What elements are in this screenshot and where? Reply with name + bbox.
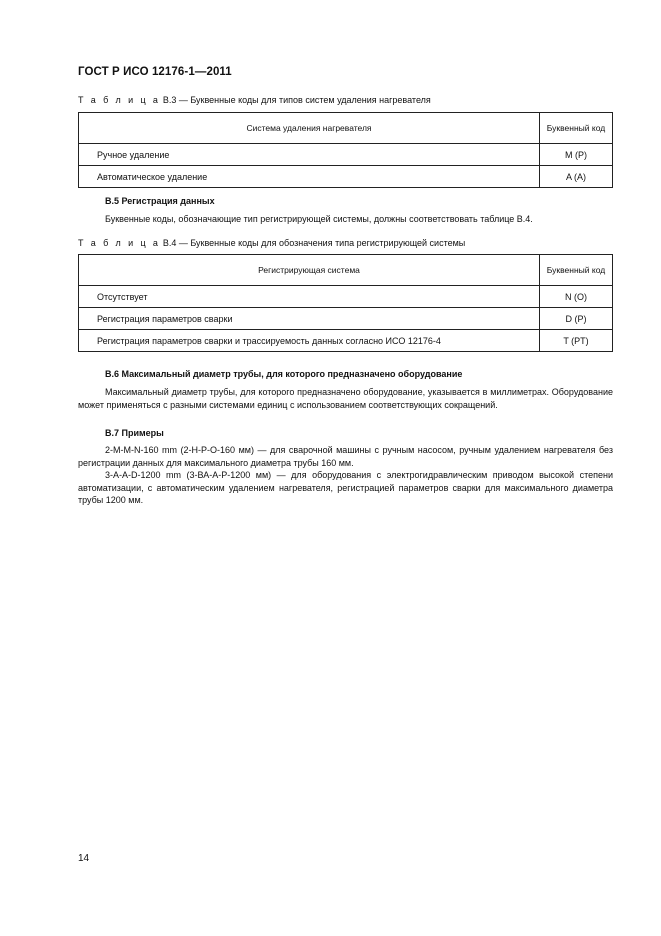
section-b5-text: Буквенные коды, обозначающие тип регистрирующей системы, должны соответствовать таблице В.4. [105, 214, 533, 224]
document-header: ГОСТ Р ИСО 12176-1—2011 [78, 66, 232, 78]
table-b4-row-name: Отсутствует [79, 286, 540, 308]
table-b3-row-name: Автоматическое удаление [79, 166, 540, 188]
table-b4-row-name: Регистрация параметров сварки [79, 308, 540, 330]
table-b3-caption-prefix: Т а б л и ц а [78, 95, 161, 105]
section-b7-example-1: 2-M-M-N-160 mm (2-Н-Р-О-160 мм) — для сварочной машины с ручным насосом, ручным удалением нагревателя без регистрации данных для максимального диаметра трубы 160 мм. [78, 445, 613, 468]
table-b4-row-code: N (O) [540, 286, 613, 308]
table-b3-header-row [79, 113, 613, 144]
table-row [79, 330, 613, 352]
table-b3-caption [78, 95, 431, 105]
section-b6-title: В.6 Максимальный диаметр трубы, для которого предназначено оборудование [105, 369, 463, 379]
table-b4-col-code: Буквенный код [540, 255, 613, 286]
table-b4-header-row [79, 255, 613, 286]
table-b4-caption-prefix: Т а б л и ц а [78, 238, 161, 248]
table-row [79, 166, 613, 188]
table-b4-row-code: T (PT) [540, 330, 613, 352]
table-b3-row-name: Ручное удаление [79, 144, 540, 166]
table-row [79, 308, 613, 330]
table-row [79, 286, 613, 308]
table-b3-caption-text: В.3 — Буквенные коды для типов систем удаления нагревателя [162, 95, 431, 105]
table-b3-col-code: Буквенный код [540, 113, 613, 144]
table-b4-row-code: D (P) [540, 308, 613, 330]
table-b3-col-system: Система удаления нагревателя [79, 113, 540, 144]
table-b4-row-name: Регистрация параметров сварки и трассируемость данных согласно ИСО 12176-4 [79, 330, 540, 352]
page-number: 14 [78, 853, 90, 864]
table-row [79, 144, 613, 166]
table-b4-col-system: Регистрирующая система [79, 255, 540, 286]
table-b3 [78, 112, 613, 188]
table-b4-caption [78, 238, 465, 248]
section-b7-title: В.7 Примеры [105, 428, 164, 438]
table-b3-row-code: A (A) [540, 166, 613, 188]
table-b4 [78, 254, 613, 352]
section-b5-title: В.5 Регистрация данных [105, 196, 215, 206]
section-b7-example-2: 3-A-A-D-1200 mm (3-ВА-А-Р-1200 мм) — для оборудования с электрогидравлическим приводом высокой степени автоматизации, с автоматическим удалением нагревателя, регистрацией параметров сварки для максимального диаметра трубы 1200 мм. [78, 470, 613, 505]
table-b3-row-code: M (P) [540, 144, 613, 166]
table-b4-caption-text: В.4 — Буквенные коды для обозначения типа регистрирующей системы [162, 238, 466, 248]
section-b6-text: Максимальный диаметр трубы, для которого предназначено оборудование, указывается в миллиметрах. Оборудование может применяться с разными системами единиц с использованием соответствующих сокращений. [78, 387, 613, 410]
